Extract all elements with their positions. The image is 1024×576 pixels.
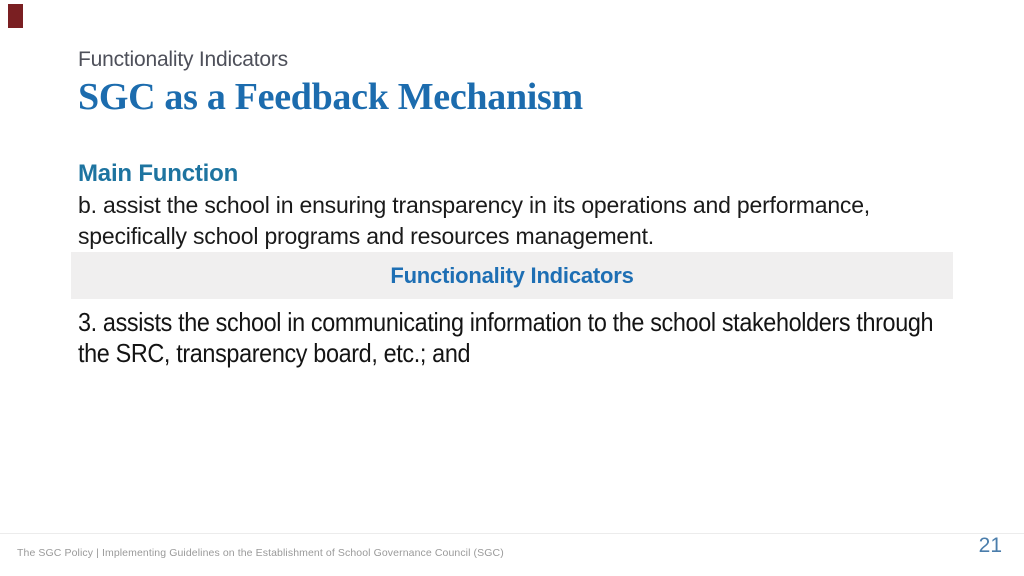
eyebrow-label: Functionality Indicators [78,48,288,71]
footer-citation: The SGC Policy | Implementing Guidelines on the Establishment of School Governance Council (SGC) [17,547,504,559]
functionality-indicators-banner [71,252,953,299]
main-function-heading: Main Function [78,160,239,187]
banner-label: Functionality Indicators [390,262,634,288]
corner-accent-mark [8,4,23,28]
page-number: 21 [978,534,1002,557]
slide-header [78,48,583,119]
main-function-body-text: b. assist the school in ensuring transparency in its operations and performance, specifically school programs and resources management. [78,192,870,249]
footer-divider [0,533,1024,534]
page-title: SGC as a Feedback Mechanism [78,76,583,118]
indicator-item-text: 3. assists the school in communicating information to the school stakeholders through the SRC, transparency board, etc.; and [78,307,934,368]
